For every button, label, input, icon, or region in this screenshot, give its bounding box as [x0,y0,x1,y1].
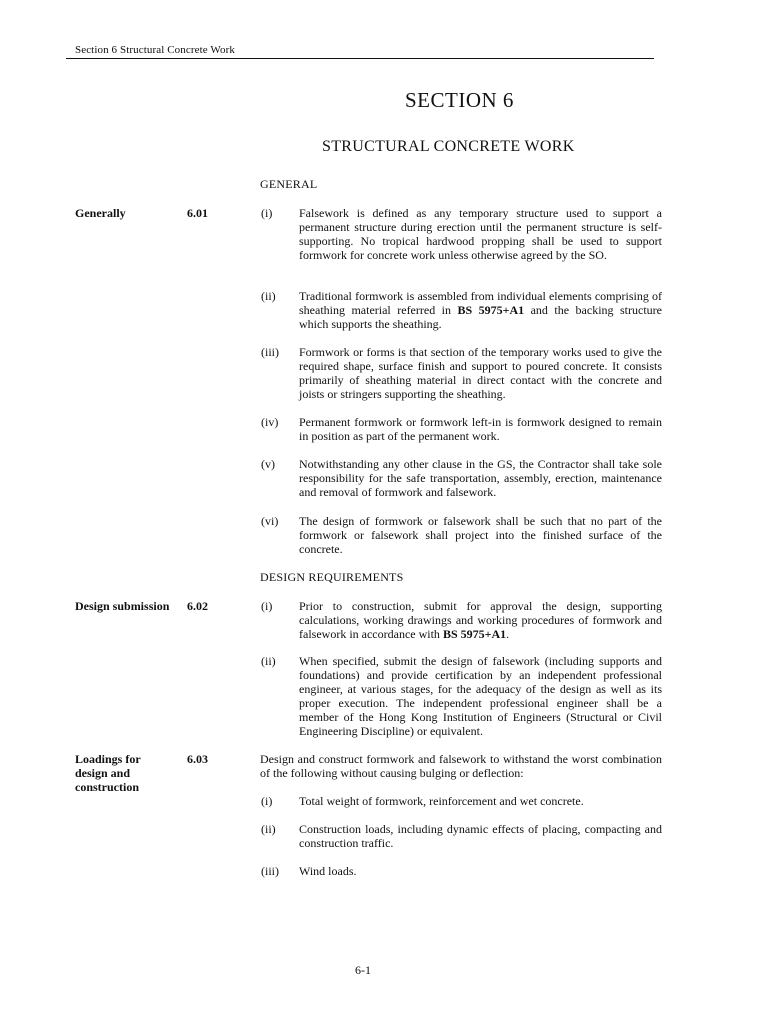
standard-reference: BS 5975+A1 [442,627,507,641]
clause-number-6-01: 6.01 [187,206,208,220]
section-title: STRUCTURAL CONCRETE WORK [322,138,575,155]
item-text [299,599,662,641]
item-text: The design of formwork or falsework shall be such that no part of the formwork or falsework shall project into the finished surface of the concrete. [299,514,662,556]
heading-design-requirements: DESIGN REQUIREMENTS [260,570,404,584]
item-text: Construction loads, including dynamic effects of placing, compacting and construction traffic. [299,822,662,850]
running-header: Section 6 Structural Concrete Work [75,44,235,56]
item-numeral: (i) [261,599,273,613]
item-numeral: (v) [261,457,275,471]
item-text: Permanent formwork or formwork left-in is formwork designed to remain in position as part of the permanent work. [299,415,662,443]
item-numeral: (vi) [261,514,279,528]
clause-intro: Design and construct formwork and falsework to withstand the worst combination of the following without causing bulging or deflection: [260,752,662,780]
clause-title-design-submission: Design submission [75,599,170,613]
item-text: Wind loads. [299,864,357,878]
item-text-part: Prior to construction, submit for approval the design, supporting calculations, working drawings and working procedures of formwork and falsework in accordance with [299,599,662,641]
item-text: When specified, submit the design of falsework (including supports and foundations) and provide certification by an independent professional engineer, at various stages, for the adequacy of the design as well as its proper execution. The independent professional engineer shall be a member of the Hong Kong Institution of Engineers (Structural or Civil Engineering Discipline) or equivalent. [299,654,662,738]
header-rule [66,58,654,59]
item-numeral: (ii) [261,822,276,836]
item-text [299,289,662,331]
heading-general: GENERAL [260,177,318,191]
item-numeral: (ii) [261,654,276,668]
item-text-part: Traditional formwork is assembled from individual elements comprising of sheathing material referred in [299,289,662,317]
item-numeral: (i) [261,794,273,808]
standard-reference: BS 5975+A1 [457,303,525,317]
clause-number-6-03: 6.03 [187,752,208,766]
item-numeral: (iv) [261,415,279,429]
item-text: Formwork or forms is that section of the temporary works used to give the required shape, surface finish and support to poured concrete. It consists primarily of sheathing material in direct contact with the concrete and joists or stringers supporting the sheathing. [299,345,662,401]
clause-title-loadings: Loadings for design and construction [75,752,141,794]
item-text-part: . [506,627,510,641]
item-numeral: (iii) [261,345,279,359]
page-number: 6-1 [355,963,371,977]
item-numeral: (i) [261,206,273,220]
item-text: Total weight of formwork, reinforcement and wet concrete. [299,794,584,808]
clause-title-generally: Generally [75,206,126,220]
item-numeral: (iii) [261,864,279,878]
item-numeral: (ii) [261,289,276,303]
item-text: Falsework is defined as any temporary structure used to support a permanent structure during erection until the permanent structure is self-supporting. No tropical hardwood propping shall be used to support formwork for concrete work unless otherwise agreed by the SO. [299,206,662,262]
clause-number-6-02: 6.02 [187,599,208,613]
item-text: Notwithstanding any other clause in the GS, the Contractor shall take sole responsibility for the safe transportation, assembly, erection, maintenance and removal of formwork and falsework. [299,457,662,499]
section-number: SECTION 6 [405,88,514,112]
item-text-part: and the backing structure which supports the sheathing. [299,303,662,331]
